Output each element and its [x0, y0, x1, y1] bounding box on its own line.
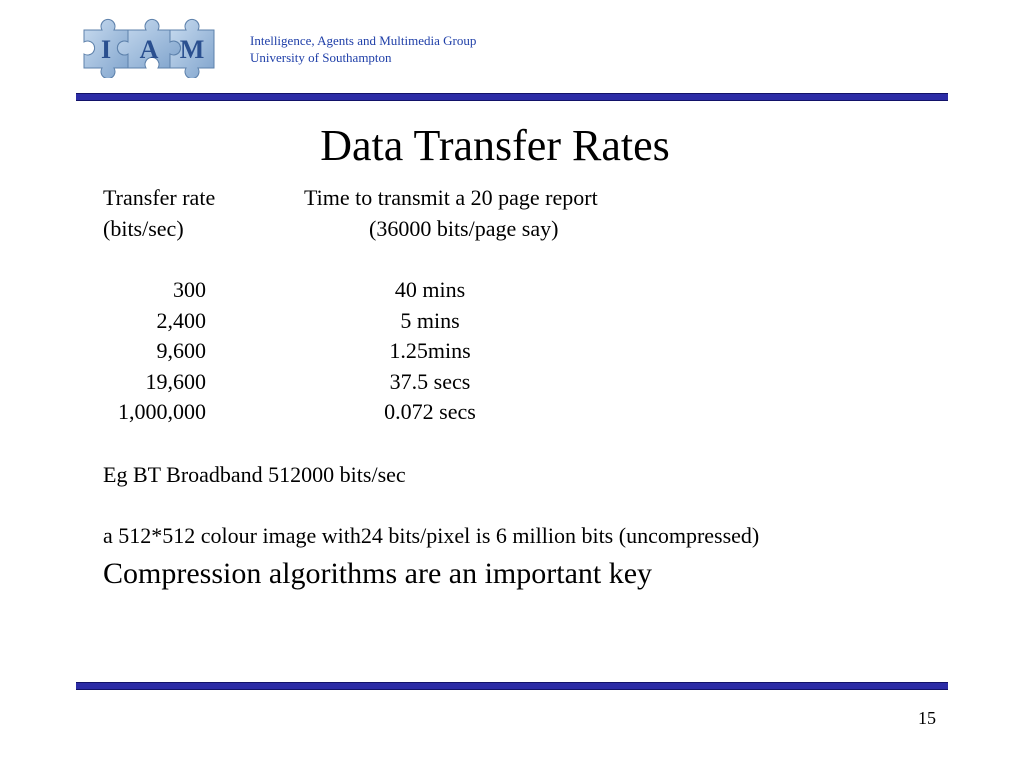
- slide-title: Data Transfer Rates: [320, 121, 670, 170]
- logo-letter-i: I: [100, 35, 112, 64]
- bottom-divider: [76, 682, 948, 690]
- compression-conclusion: Compression algorithms are an important key: [103, 557, 653, 590]
- col2-header-line2: (36000 bits/page say): [369, 216, 559, 241]
- col2-header-line1: Time to transmit a 20 page report: [304, 185, 598, 210]
- col1-header-line2: (bits/sec): [103, 216, 184, 241]
- time-cell: 37.5 secs: [389, 368, 471, 394]
- broadband-example: Eg BT Broadband 512000 bits/sec: [103, 462, 406, 487]
- rate-cell: 300: [173, 277, 206, 302]
- time-cell: 0.072 secs: [384, 399, 476, 425]
- iam-logo: [74, 16, 226, 78]
- col1-header-line1: Transfer rate: [103, 185, 216, 210]
- org-line-2: University of Southampton: [250, 50, 392, 65]
- time-cell: 40 mins: [394, 277, 466, 302]
- organization-name: [250, 32, 476, 66]
- top-divider: [76, 93, 948, 101]
- org-line-1: Intelligence, Agents and Multimedia Group: [250, 33, 477, 48]
- image-size-note: a 512*512 colour image with24 bits/pixel is 6 million bits (uncompressed): [103, 523, 760, 548]
- page-number: 15: [918, 708, 936, 728]
- time-cell: 5 mins: [400, 307, 460, 333]
- time-cell: 1.25mins: [389, 338, 471, 364]
- rate-cell: 9,600: [156, 338, 206, 364]
- rate-cell: 19,600: [145, 368, 206, 394]
- logo-letter-m: M: [179, 35, 205, 64]
- rate-cell: 1,000,000: [118, 399, 206, 425]
- logo-letter-a: A: [139, 35, 159, 64]
- rate-cell: 2,400: [156, 307, 206, 333]
